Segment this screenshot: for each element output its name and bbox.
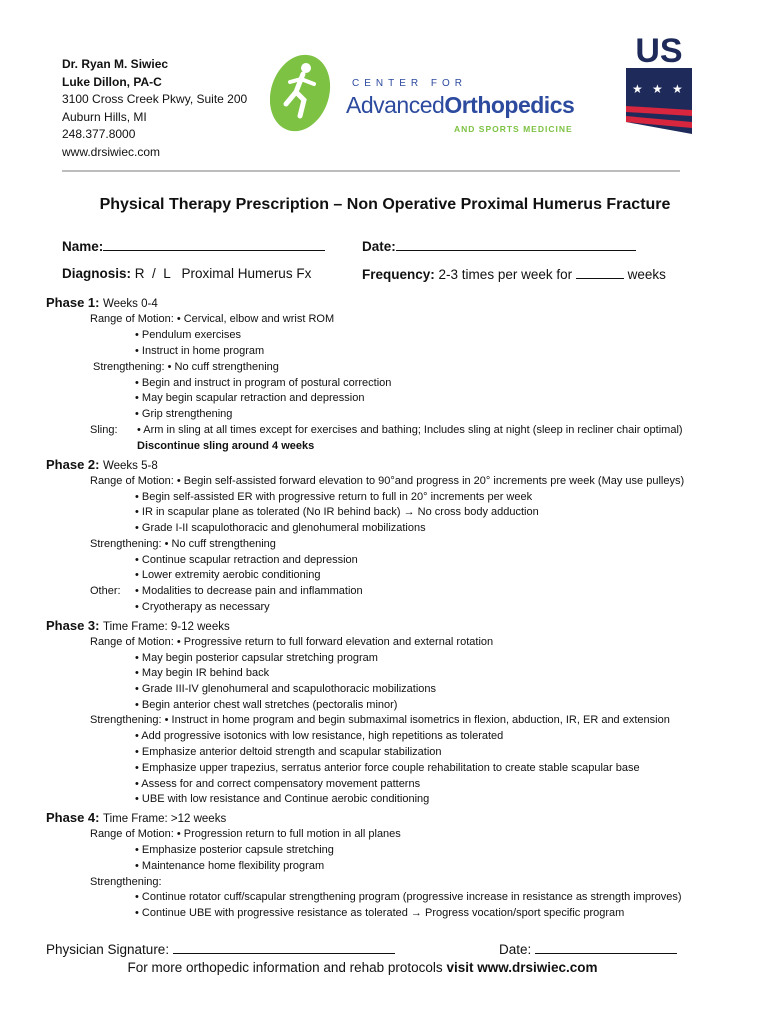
protocol-line: Strengthening: • No cuff strengthening	[90, 538, 276, 550]
phase-timeframe: Time Frame: 9-12 weeks	[102, 621, 230, 633]
phase-label: Phase 3:	[46, 618, 100, 633]
footer-website-link[interactable]: visit www.drsiwiec.com	[446, 960, 598, 975]
protocol-line: • Continue scapular retraction and depression	[135, 554, 358, 566]
logo-name-light: Advanced	[346, 92, 445, 118]
protocol-line: • UBE with low resistance and Continue aerobic conditioning	[135, 793, 430, 805]
name-label: Name:	[62, 239, 104, 254]
logo-subtitle: AND SPORTS MEDICINE	[454, 124, 573, 134]
protocol-line: • Continue UBE with progressive resistance as tolerated → Progress vocation/sport specific program	[135, 907, 625, 919]
frequency-weeks-blank[interactable]	[576, 266, 624, 279]
protocol-line: • Instruct in home program	[135, 345, 265, 357]
protocol-line: • Grip strengthening	[135, 408, 233, 420]
protocol-line: • Begin and instruct in program of postural correction	[135, 377, 392, 389]
protocol-line: • Add progressive isotonics with low resistance, high repetitions as tolerated	[135, 730, 504, 742]
sling-label: Sling:	[90, 424, 118, 436]
protocol-line: • May begin IR behind back	[135, 667, 270, 679]
us-logo-text: US	[635, 32, 683, 70]
protocol-line: Range of Motion: • Progression return to full motion in all planes	[90, 828, 401, 840]
logo-name-bold: Orthopedics	[444, 92, 575, 118]
us-team-logo	[624, 32, 694, 138]
address-line-1: 3100 Cross Creek Pkwy, Suite 200	[62, 92, 248, 107]
svg-text:★: ★	[652, 82, 663, 96]
practice-address-block	[62, 56, 247, 162]
protocol-line: Strengthening:	[90, 876, 162, 888]
protocol-line: • Modalities to decrease pain and inflammation	[135, 585, 363, 597]
date-field[interactable]	[362, 238, 636, 254]
svg-text:★: ★	[672, 82, 683, 96]
diagnosis-label: Diagnosis:	[62, 266, 132, 281]
frequency-label: Frequency:	[362, 267, 435, 282]
protocol-line: • May begin scapular retraction and depression	[135, 392, 365, 404]
logo-center-for: CENTER FOR	[352, 78, 467, 89]
phase-label: Phase 2:	[46, 457, 100, 472]
sling-discontinue-note: Discontinue sling around 4 weeks	[137, 440, 315, 452]
phase-label: Phase 4:	[46, 810, 100, 825]
protocol-line: • Emphasize upper trapezius, serratus anterior force couple rehabilitation to create stable scapular base	[135, 762, 640, 774]
phase-timeframe: Weeks 5-8	[102, 460, 158, 472]
protocol-line: • Pendulum exercises	[135, 329, 241, 341]
protocol-line: Range of Motion: • Progressive return to full forward elevation and external rotation	[90, 636, 494, 648]
name-field[interactable]	[62, 238, 325, 254]
pa-name: Luke Dillon, PA-C	[62, 74, 162, 89]
signature-date-blank[interactable]	[535, 941, 677, 954]
address-line-2: Auburn Hills, MI	[62, 109, 147, 124]
date-label: Date:	[362, 239, 396, 254]
physician-signature-field[interactable]	[46, 941, 395, 957]
footer-info-text: For more orthopedic information and rehab protocols	[127, 960, 443, 975]
protocol-line: • IR in scapular plane as tolerated (No IR behind back) → No cross body adduction	[135, 506, 539, 518]
frequency-weeks-label: weeks	[627, 267, 666, 282]
signature-blank[interactable]	[173, 941, 395, 954]
protocol-line: Strengthening: • Instruct in home program and begin submaximal isometrics in flexion, abduction, IR, ER and extension	[90, 714, 670, 726]
diagnosis-field	[62, 266, 311, 281]
protocol-line: • Maintenance home flexibility program	[135, 860, 325, 872]
name-blank[interactable]	[103, 238, 325, 251]
phase-1-header	[46, 295, 158, 310]
protocol-line: Strengthening: • No cuff strengthening	[93, 361, 279, 373]
runner-emblem-icon	[270, 52, 332, 134]
protocol-line: • Begin self-assisted ER with progressive return to full in 20° increments per week	[135, 491, 533, 503]
protocol-line: • Arm in sling at all times except for exercises and bathing; Includes sling at night (sleep in recliner chair optimal)	[137, 424, 683, 436]
phone-number: 248.377.8000	[62, 127, 136, 142]
svg-text:★: ★	[632, 82, 643, 96]
doctor-name: Dr. Ryan M. Siwiec	[62, 57, 169, 71]
protocol-line: • Lower extremity aerobic conditioning	[135, 569, 321, 581]
protocol-line: Range of Motion: • Begin self-assisted forward elevation to 90°and progress in 20° increments pre week (May use pulleys)	[90, 475, 685, 487]
phase-label: Phase 1:	[46, 295, 100, 310]
date-blank[interactable]	[396, 238, 636, 251]
page-title: Physical Therapy Prescription – Non Operative Proximal Humerus Fracture	[99, 196, 671, 213]
signature-date-field[interactable]	[499, 941, 677, 957]
phase-2-header	[46, 457, 158, 472]
phase-timeframe: Time Frame: >12 weeks	[102, 813, 227, 825]
logo-name	[346, 92, 574, 119]
website: www.drsiwiec.com	[62, 144, 161, 159]
header-divider	[62, 170, 680, 172]
protocol-line: • Grade III-IV glenohumeral and scapulothoracic mobilizations	[135, 683, 437, 695]
protocol-line: • Begin anterior chest wall stretches (pectoralis minor)	[135, 699, 398, 711]
signature-label: Physician Signature:	[46, 942, 170, 957]
protocol-line: • Cryotherapy as necessary	[135, 601, 270, 613]
advanced-orthopedics-logo	[270, 52, 580, 134]
protocol-line: • Continue rotator cuff/scapular strengthening program (progressive increase in resistance as strength improves)	[135, 891, 682, 903]
protocol-line: • Grade I-II scapulothoracic and glenohumeral mobilizations	[135, 522, 426, 534]
diagnosis-value: R / L Proximal Humerus Fx	[134, 266, 312, 281]
footer-info	[0, 960, 725, 975]
protocol-line: • Assess for and correct compensatory movement patterns	[135, 778, 421, 790]
protocol-line: Range of Motion: • Cervical, elbow and wrist ROM	[90, 313, 335, 325]
frequency-field[interactable]	[362, 266, 666, 282]
phase-timeframe: Weeks 0-4	[102, 298, 158, 310]
other-label: Other:	[90, 585, 121, 597]
protocol-line: • Emphasize posterior capsule stretching	[135, 844, 334, 856]
protocol-line: • Emphasize anterior deltoid strength and scapular stabilization	[135, 746, 442, 758]
phase-3-header	[46, 618, 230, 633]
signature-date-label: Date:	[499, 942, 532, 957]
protocol-line: • May begin posterior capsular stretching program	[135, 652, 378, 664]
frequency-text: 2-3 times per week for	[438, 267, 573, 282]
phase-4-header	[46, 810, 226, 825]
